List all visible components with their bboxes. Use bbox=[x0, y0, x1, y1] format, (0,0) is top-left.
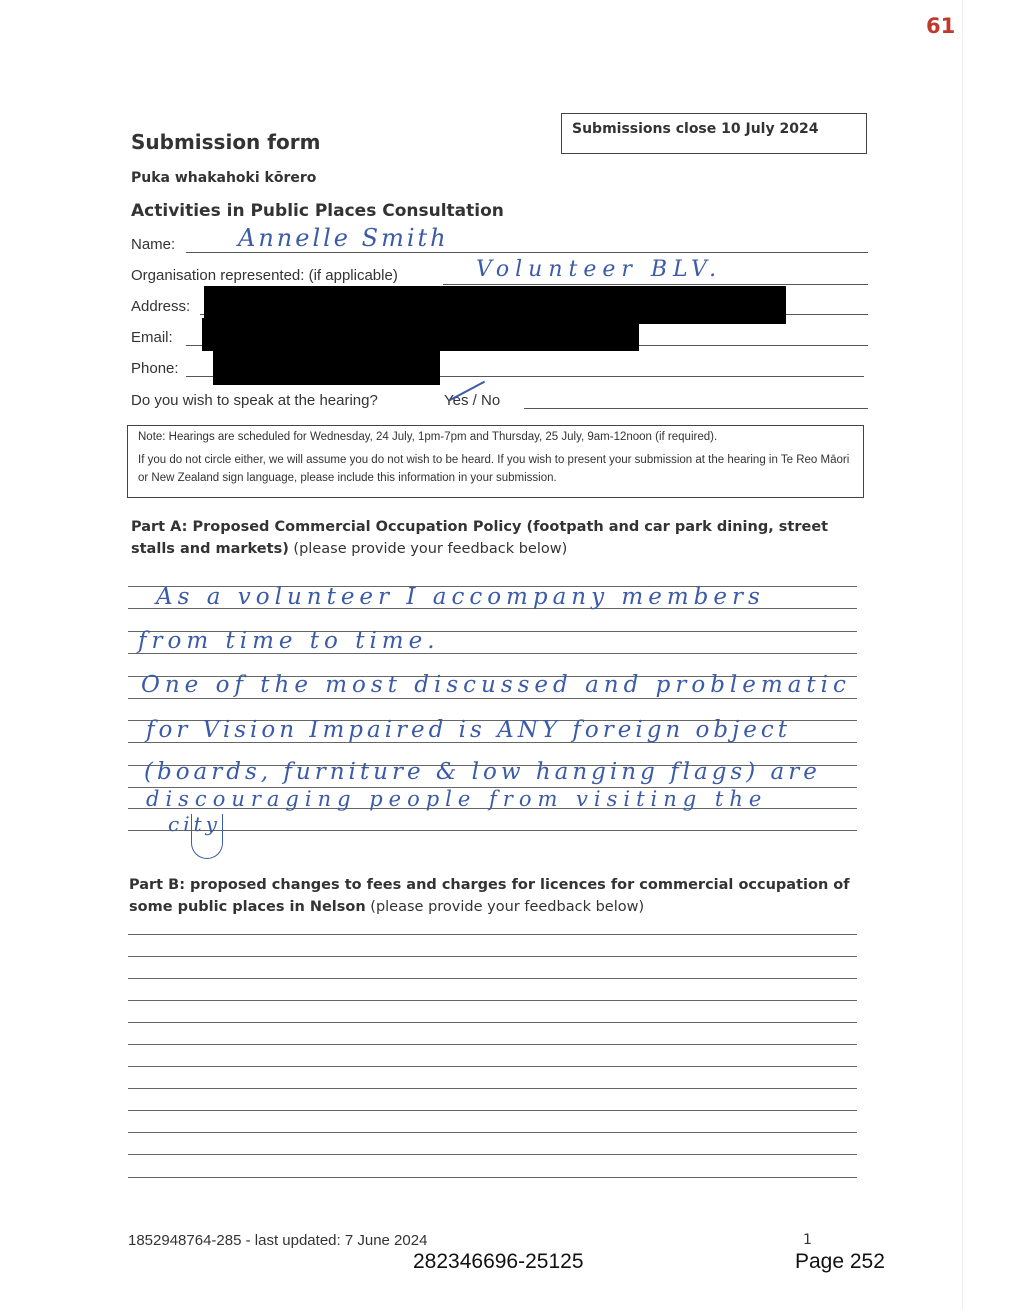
note-line-2: If you do not circle either, we will assume you do not wish to be heard. If you wish to present your submission at the hearing in Te Reo Māori or New Zealand sign language, please include this information in your submission. bbox=[138, 454, 850, 484]
org-line bbox=[443, 284, 868, 285]
ruled-line bbox=[128, 978, 857, 979]
ruled-line bbox=[128, 1177, 857, 1178]
footer-page-label: Page 252 bbox=[795, 1250, 885, 1273]
ruled-line bbox=[128, 1110, 857, 1111]
ruled-line bbox=[128, 1088, 857, 1089]
ruled-line bbox=[128, 934, 857, 935]
phone-redaction bbox=[213, 351, 440, 385]
part-a-response-line: for Vision Impaired is ANY foreign object bbox=[146, 717, 791, 743]
speak-no-option[interactable]: No bbox=[481, 392, 501, 409]
speak-line bbox=[524, 408, 868, 409]
org-label: Organisation represented: (if applicable) bbox=[131, 267, 398, 284]
part-a-title: Part A: Proposed Commercial Occupation Policy (footpath and car park dining, street stalls and markets) bbox=[131, 519, 829, 557]
footer-record-id: 282346696-25125 bbox=[413, 1250, 584, 1273]
consultation-title: Activities in Public Places Consultation bbox=[131, 201, 504, 221]
form-subtitle: Puka whakahoki kōrero bbox=[131, 170, 317, 186]
hearing-note bbox=[127, 425, 864, 498]
part-a-response-line: discouraging people from visiting the bbox=[146, 787, 768, 811]
part-a-response-line: (boards, furniture & low hanging flags) are bbox=[144, 759, 821, 785]
ruled-line bbox=[128, 830, 857, 831]
note-line-1: Note: Hearings are scheduled for Wednesday, 24 July, 1pm-7pm and Thursday, 25 July, 9am-12noon (if required). bbox=[138, 431, 718, 443]
speak-separator: / bbox=[472, 392, 477, 409]
footer-doc-id: 1852948764-285 - last updated: 7 June 2024 bbox=[128, 1232, 428, 1249]
email-redaction bbox=[202, 318, 639, 351]
org-field[interactable]: Volunteer BLV. bbox=[476, 257, 723, 282]
ruled-line bbox=[128, 1066, 857, 1067]
speak-label: Do you wish to speak at the hearing? bbox=[131, 392, 378, 409]
phone-label: Phone: bbox=[131, 360, 179, 377]
part-b-title: Part B: proposed changes to fees and charges for licences for commercial occupation of some public places in Nelson bbox=[129, 877, 850, 915]
form-title: Submission form bbox=[131, 130, 321, 154]
part-a-instruction: (please provide your feedback below) bbox=[288, 541, 568, 557]
deadline-text: Submissions close 10 July 2024 bbox=[572, 121, 819, 137]
part-a-heading bbox=[131, 516, 861, 560]
part-b-instruction: (please provide your feedback below) bbox=[365, 899, 645, 915]
speak-yes-option[interactable]: Yes bbox=[444, 392, 469, 409]
ruled-line bbox=[128, 1000, 857, 1001]
footer-page-number: 1 bbox=[803, 1232, 812, 1248]
name-label: Name: bbox=[131, 236, 176, 253]
part-a-response-line: city bbox=[168, 812, 221, 836]
deadline-box bbox=[561, 113, 867, 154]
ruled-line bbox=[128, 1022, 857, 1023]
name-line bbox=[186, 252, 868, 253]
scan-edge bbox=[962, 0, 963, 1310]
ruled-line bbox=[128, 1154, 857, 1155]
part-a-response-line: As a volunteer I accompany members bbox=[156, 584, 765, 610]
part-a-response-line: One of the most discussed and problematic bbox=[141, 672, 851, 698]
speak-options bbox=[444, 392, 500, 409]
ruled-line bbox=[128, 698, 857, 699]
name-field[interactable]: Annelle Smith bbox=[238, 224, 449, 252]
part-b-heading bbox=[129, 874, 869, 918]
email-label: Email: bbox=[131, 329, 173, 346]
ruled-line bbox=[128, 956, 857, 957]
handwriting-loop bbox=[191, 814, 223, 859]
part-a-response-line: from time to time. bbox=[138, 628, 440, 654]
ruled-line bbox=[128, 1044, 857, 1045]
stamp-number: 61 bbox=[926, 14, 956, 38]
ruled-line bbox=[128, 1132, 857, 1133]
address-label: Address: bbox=[131, 298, 191, 315]
